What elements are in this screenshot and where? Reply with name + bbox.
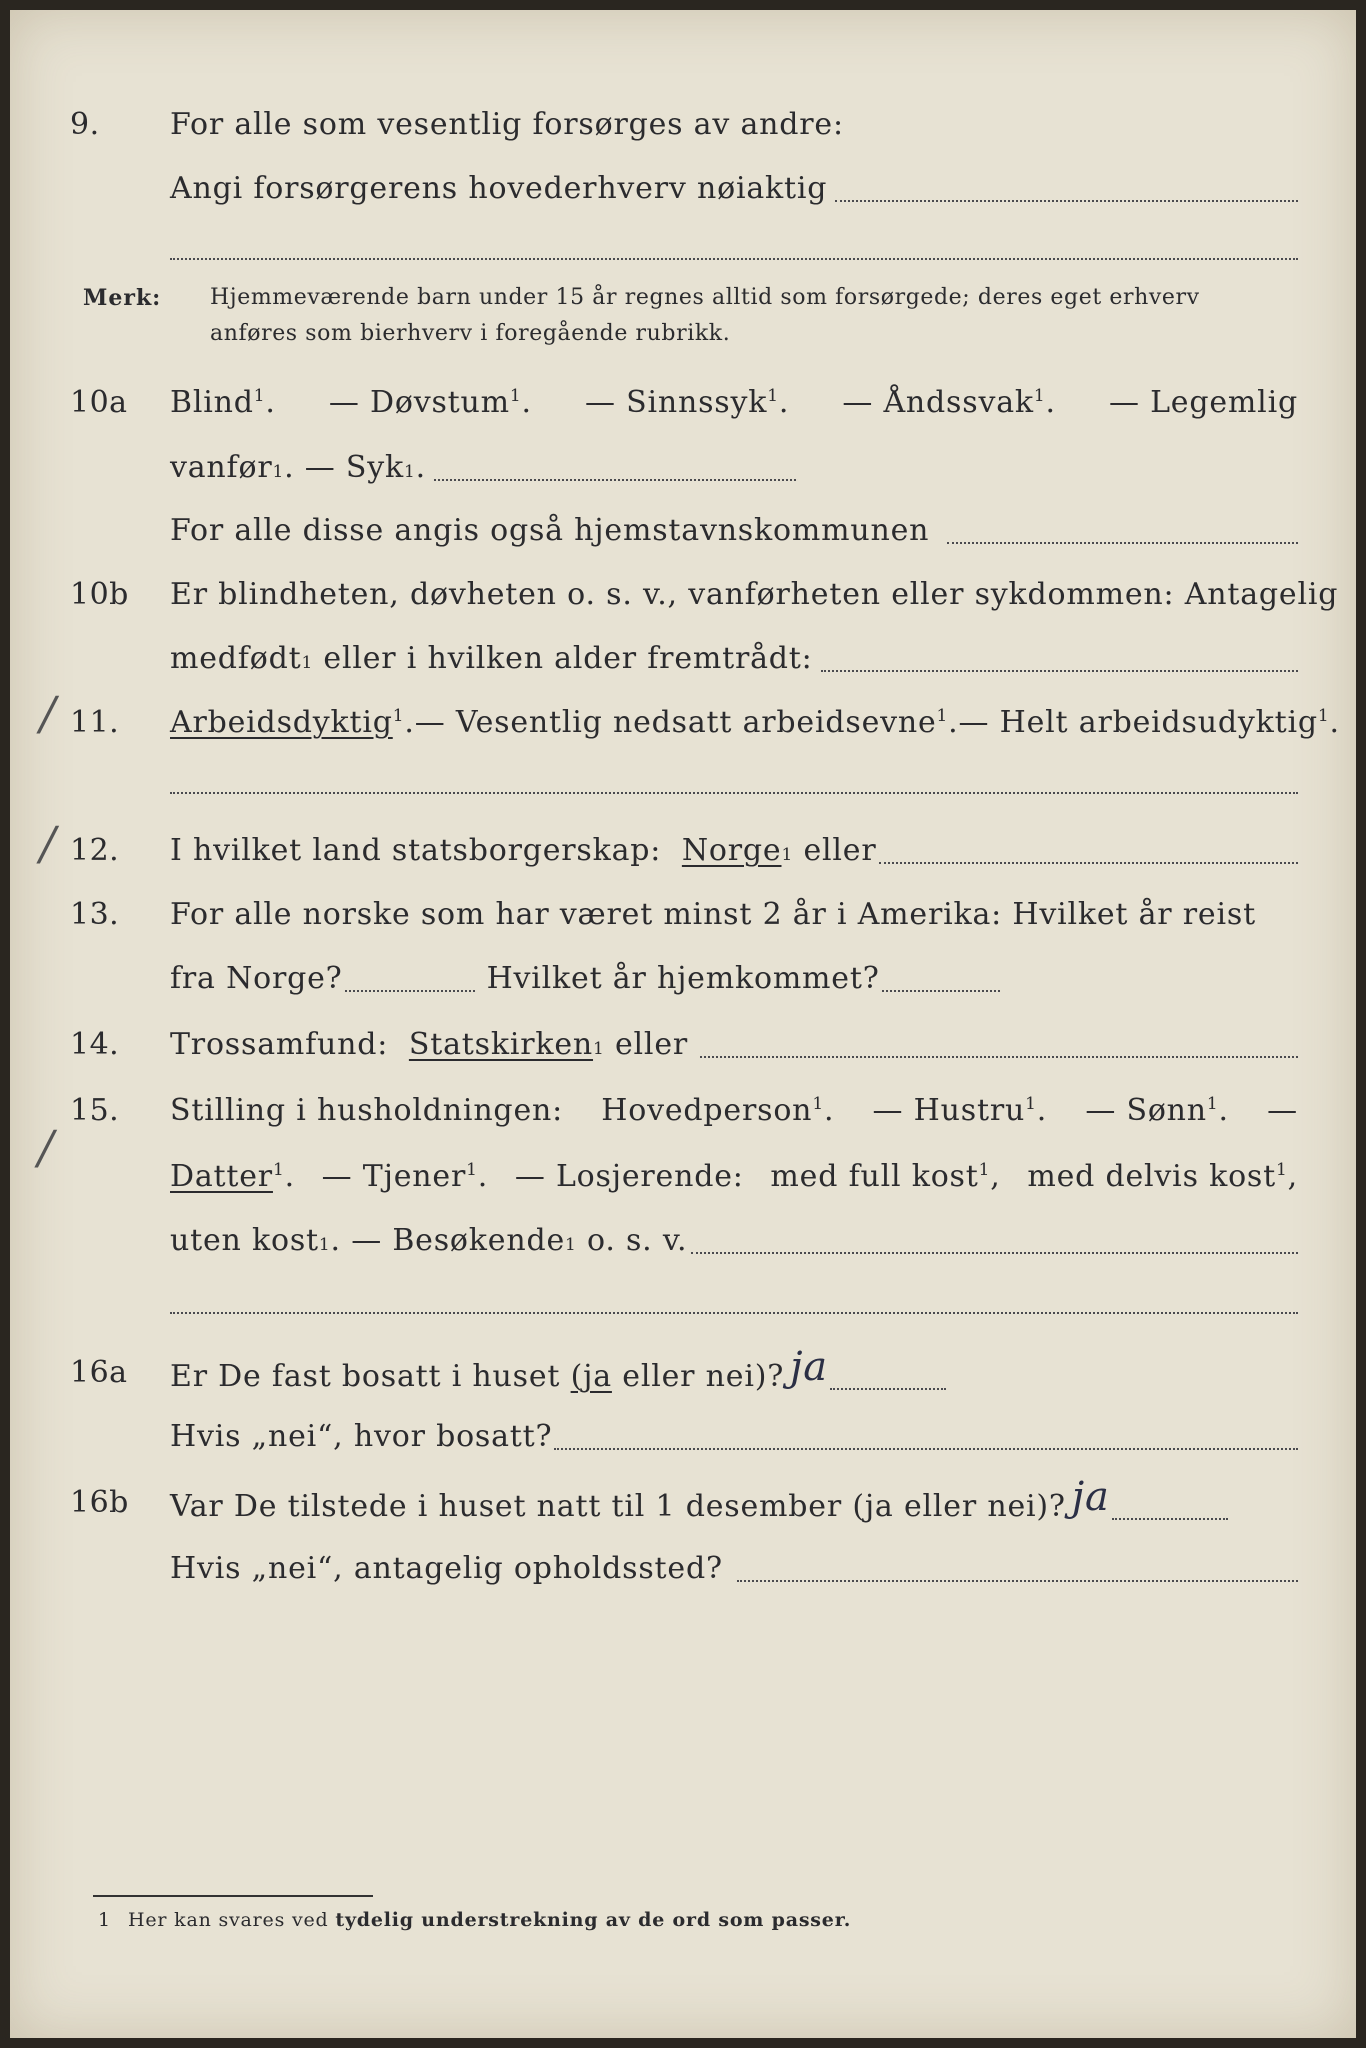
option-statskirken[interactable]: Statskirken [408, 1027, 594, 1062]
note-text-line-1: Hjemmeværende barn under 15 år regnes alltid som forsørgede; deres eget erhverv [210, 285, 1200, 310]
option-besokende[interactable]: — Besøkende [351, 1223, 566, 1258]
option-sonn[interactable]: — Sønn [1085, 1093, 1207, 1128]
option-uten-kost[interactable]: uten kost [170, 1223, 319, 1258]
option-nedsatt-arbeidsevne[interactable]: — Vesentlig nedsatt arbeidsevne [414, 705, 937, 740]
answer-line[interactable] [737, 1580, 1298, 1582]
option-tjener[interactable]: — Tjener [321, 1159, 467, 1194]
answer-line[interactable] [345, 990, 475, 992]
question-text: Stilling i husholdningen: [170, 1093, 564, 1128]
answer-line[interactable] [434, 479, 796, 481]
footnote-mark: 1 [98, 1909, 111, 1931]
handwritten-answer: ja [1071, 1474, 1110, 1520]
option-medfodt[interactable]: medfødt [170, 641, 302, 676]
answer-line[interactable] [170, 258, 1298, 260]
question-number: 14. [70, 1027, 120, 1062]
option-legemlig[interactable]: — Legemlig [1108, 385, 1298, 420]
option-arbeidsudyktig[interactable]: — Helt arbeidsudyktig [958, 705, 1318, 740]
option-arbeidsdyktig[interactable]: Arbeidsdyktig [170, 705, 393, 740]
question-9-line-2 [10, 166, 1356, 212]
question-number: 13. [70, 897, 120, 932]
check-mark-icon: / [40, 816, 56, 870]
question-text: eller i hvilken alder fremtrådt: [323, 641, 813, 676]
question-number: 11. [70, 705, 120, 740]
answer-line[interactable] [821, 670, 1298, 672]
question-16b-line-2 [10, 1546, 1356, 1592]
answer-line[interactable] [691, 1252, 1298, 1254]
question-16a [10, 1344, 1356, 1396]
option-datter[interactable]: Datter [170, 1159, 273, 1194]
question-text: o. s. v. [586, 1223, 688, 1258]
question-10b [10, 572, 1356, 618]
handwritten-answer: ja [790, 1344, 828, 1390]
question-text: Hvilket år hjemkommet? [486, 961, 880, 996]
question-number: 9. [70, 107, 100, 142]
option-andssvak[interactable]: — Åndssvak [842, 385, 1034, 420]
option-full-kost[interactable]: med full kost [770, 1159, 979, 1194]
option-syk[interactable]: — Syk [304, 450, 404, 485]
question-text: Er De fast bosatt i huset [170, 1359, 561, 1394]
note-text-line-2: anføres som bierhverv i foregående rubrikk. [210, 321, 731, 346]
question-text: fra Norge? [170, 961, 343, 996]
question-text: For alle norske som har været minst 2 år i Amerika: Hvilket år reist [170, 897, 1256, 932]
question-9 [10, 102, 1356, 148]
answer-line[interactable] [1112, 1518, 1228, 1520]
question-number: 10b [70, 577, 129, 612]
question-13-line-2 [10, 956, 1356, 1002]
question-text: Hvis „nei“, hvor bosatt? [170, 1419, 553, 1454]
answer-line[interactable] [170, 1312, 1298, 1314]
question-10a-line-3 [10, 508, 1356, 554]
option-dovstum[interactable]: — Døvstum [328, 385, 510, 420]
option-hovedperson[interactable]: Hovedperson [601, 1093, 813, 1128]
question-text: For alle disse angis også hjemstavnskommunen [170, 513, 930, 548]
question-16a-line-2 [10, 1414, 1356, 1460]
option-blind[interactable]: Blind [170, 385, 254, 420]
answer-line[interactable] [700, 1056, 1298, 1058]
question-10b-line-2: medfødt 1 eller i hvilken alder fremtrådt: [10, 636, 1356, 682]
question-text: eller [614, 1027, 689, 1062]
footnote-text: Her kan svares ved [128, 1909, 329, 1931]
option-hustru[interactable]: — Hustru [872, 1093, 1026, 1128]
census-form-page [10, 10, 1356, 2038]
footnote-rule [93, 1895, 373, 1897]
question-15-line-3: uten kost 1 . — Besøkende 1 o. s. v. [10, 1218, 1356, 1264]
option-ja[interactable]: (ja [570, 1359, 612, 1394]
question-16b [10, 1474, 1356, 1526]
question-12: 12. I hvilket land statsborgerskap: Norge 1 eller [10, 828, 1356, 874]
answer-line[interactable] [835, 200, 1298, 202]
answer-line[interactable] [830, 1388, 946, 1390]
check-mark-icon: / [38, 1120, 54, 1174]
question-10a-line-2: vanfør 1 . — Syk 1 . [10, 445, 1356, 491]
answer-line[interactable] [882, 990, 1000, 992]
answer-line[interactable] [879, 862, 1298, 864]
footnote-text-bold: tydelig understrekning av de ord som passer. [335, 1909, 852, 1931]
option-norge[interactable]: Norge [681, 833, 782, 868]
footnote [98, 1905, 852, 1935]
question-text: eller nei)? [622, 1359, 785, 1394]
question-text: Var De tilstede i huset natt til 1 desember (ja eller nei)? [170, 1489, 1066, 1524]
question-text: I hvilket land statsborgerskap: [170, 833, 662, 868]
question-number: 10a [70, 385, 128, 420]
question-15-line-2: Datter$^1$. — Tjener$^1$. — Losjerende: med full kost$^1$, med delvis kost$^1$, [10, 1154, 1356, 1200]
check-mark-icon: / [40, 686, 56, 740]
question-15: 15. Stilling i husholdningen: Hovedperson$^1$. — Hustru$^1$. — Sønn$^1$. — [10, 1088, 1356, 1134]
note-label: Merk: [83, 285, 162, 311]
question-11: 11. Arbeidsdyktig$^1$. — Vesentlig nedsatt arbeidsevne$^1$. — Helt arbeidsudyktig$^1$. [10, 700, 1356, 746]
option-delvis-kost[interactable]: med delvis kost [1027, 1159, 1276, 1194]
question-14: 14. Trossamfund: Statskirken 1 eller [10, 1022, 1356, 1068]
question-number: 12. [70, 833, 120, 868]
question-text: For alle som vesentlig forsørges av andre: [170, 107, 844, 142]
answer-line[interactable] [554, 1448, 1298, 1450]
question-text: Angi forsørgerens hovederhverv nøiaktig [170, 171, 828, 206]
question-text: eller [803, 833, 877, 868]
question-number: 16b [70, 1485, 129, 1520]
answer-line[interactable] [947, 542, 1298, 544]
question-10a: 10a Blind$^1$. — Døvstum$^1$. — Sinnssyk$^1$. — Åndssvak$^1$. — Legemlig [10, 380, 1356, 426]
question-number: 16a [70, 1355, 128, 1390]
option-vanfor[interactable]: vanfør [170, 450, 273, 485]
question-text: Hvis „nei“, antagelig opholdssted? [170, 1551, 723, 1586]
question-13 [10, 892, 1356, 938]
question-text: Er blindheten, døvheten o. s. v., vanførheten eller sykdommen: Antagelig [170, 577, 1339, 612]
option-losjerende[interactable]: — Losjerende: [514, 1159, 744, 1194]
answer-line[interactable] [170, 792, 1298, 794]
question-text: Trossamfund: [170, 1027, 389, 1062]
option-sinnssyk[interactable]: — Sinnssyk [584, 385, 768, 420]
question-number: 15. [70, 1093, 120, 1128]
